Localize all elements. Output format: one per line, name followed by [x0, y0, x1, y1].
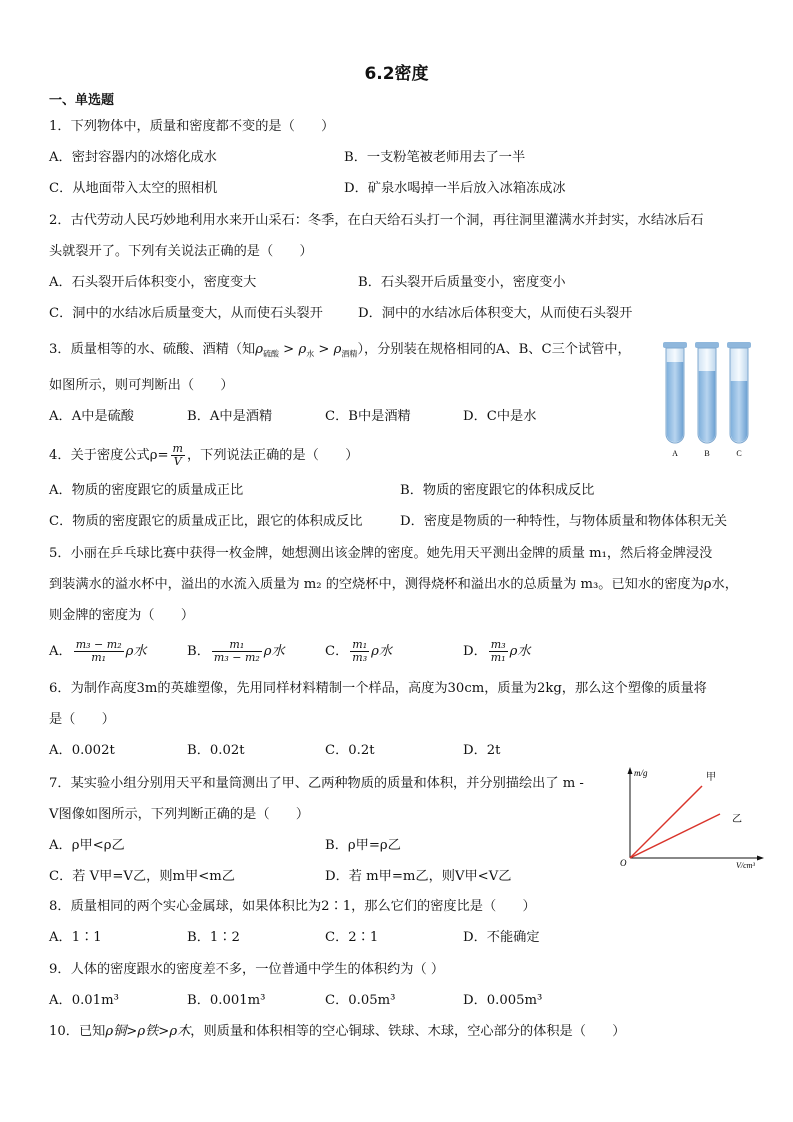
q5-d-fraction	[489, 639, 508, 664]
q7-option-d: D．若 m甲=m乙，则V甲<V乙	[325, 869, 512, 884]
density-formula-fraction	[171, 443, 185, 468]
q9-stem: 9．人体的密度跟水的密度差不多，一位普通中学生的体积约为（ ）	[49, 962, 445, 977]
fraction-numerator: m₁	[212, 639, 262, 652]
q2-option-d: D．洞中的水结冰后体积变大，从而使石头裂开	[358, 306, 633, 321]
q10-stem	[49, 1023, 625, 1041]
q6-stem-line1: 6．为制作高度3m的英雄塑像，先用同样材料精制一个样品，高度为30cm，质量为2kg，那么这个塑像的质量将	[49, 681, 707, 696]
section-heading: 一、单选题	[49, 93, 115, 108]
q7-stem-line1: 7．某实验小组分别用天平和量筒测出了甲、乙两种物质的质量和体积，并分别描绘出了 m -	[49, 776, 584, 791]
q8-option-b: B．1∶2	[187, 930, 240, 945]
gt-sign: >	[318, 342, 330, 357]
q4-option-c: C．物质的密度跟它的质量成正比，跟它的体积成反比	[49, 514, 363, 529]
q8-stem: 8．质量相同的两个实心金属球，如果体积比为2∶1，那么它们的密度比是（ ）	[49, 899, 536, 914]
tube-label-b: B	[704, 449, 710, 458]
q4-stem	[49, 443, 358, 467]
tube-label-c: C	[736, 449, 742, 458]
fraction-numerator: m₃ − m₂	[75, 638, 122, 651]
q1-option-b: B．一支粉笔被老师用去了一半	[344, 150, 526, 165]
fraction-denominator: V	[173, 455, 182, 468]
page-title: 6.2密度	[364, 64, 429, 84]
q1-option-d: D．矿泉水喝掉一半后放入冰箱冻成冰	[344, 181, 566, 196]
q6-option-b: B．0.02t	[187, 743, 245, 758]
q9-option-c: C．0.05m³	[325, 993, 396, 1008]
q2-stem-line2: 头就裂开了。下列有关说法正确的是（ ）	[49, 244, 313, 259]
option-label: C．	[325, 644, 349, 659]
fraction-denominator: m₃ − m₂	[213, 651, 260, 664]
q5-c-fraction	[350, 639, 369, 664]
q10-stem-text: 10．已知	[49, 1024, 106, 1039]
y-axis-label: m/g	[634, 768, 648, 778]
fraction-denominator: m₁	[490, 651, 506, 664]
q5-option-a	[49, 634, 147, 670]
x-axis-arrow-icon	[757, 856, 764, 861]
q8-option-d: D．不能确定	[463, 930, 540, 945]
q5-option-b	[187, 634, 285, 670]
q1-option-c: C．从地面带入太空的照相机	[49, 181, 218, 196]
fraction-denominator: m₁	[91, 651, 107, 664]
q5-option-d	[463, 634, 531, 670]
origin-label: O	[620, 858, 627, 868]
q3-stem-line1	[49, 341, 631, 364]
q2-option-c: C．洞中的水结冰后质量变大，从而使石头裂开	[49, 306, 323, 321]
rho-symbol: ρ	[333, 342, 342, 357]
y-axis-arrow-icon	[628, 767, 633, 774]
line-yi-label: 乙	[732, 814, 742, 825]
m-v-graph	[618, 762, 770, 870]
q6-option-c: C．0.2t	[325, 743, 375, 758]
q4-option-d: D．密度是物质的一种特性，与物体质量和物体体积无关	[400, 514, 728, 529]
q5-stem-line1: 5．小丽在乒乓球比赛中获得一枚金牌，她想测出该金牌的密度。她先用天平测出金牌的质量 m₁，然后将金牌浸没	[49, 546, 713, 561]
fraction-numerator: m₁	[352, 638, 368, 651]
q4-stem-text-end: ，下列说法正确的是（ ）	[186, 448, 359, 463]
fraction-numerator: m₃	[490, 638, 506, 651]
rho-water: ρ水	[509, 644, 531, 659]
q5-a-fraction	[74, 639, 124, 664]
q3-option-c: C．B中是酒精	[325, 409, 411, 424]
rho-symbol: ρ	[298, 342, 307, 357]
rho-sub-sulfuric: 硫酸	[262, 349, 279, 359]
q4-stem-text: 4．关于密度公式ρ=	[49, 448, 169, 463]
q3-option-b: B．A中是酒精	[187, 409, 273, 424]
q2-stem-line1: 2．古代劳动人民巧妙地利用水来开山采石：冬季，在白天给石头打一个洞，再往洞里灌满水并封实，水结冰后石	[49, 213, 704, 228]
q3-stem-text: 3．质量相等的水、硫酸、酒精（知	[49, 342, 256, 357]
q9-option-a: A．0.01m³	[49, 993, 119, 1008]
test-tube-c	[727, 342, 751, 443]
rho-water: ρ水	[371, 644, 393, 659]
q3-option-a: A．A中是硫酸	[49, 409, 134, 424]
q7-option-c: C．若 V甲=V乙，则m甲<m乙	[49, 869, 235, 884]
option-label: B．	[187, 644, 210, 659]
q7-option-b: B．ρ甲=ρ乙	[325, 838, 401, 853]
q1-option-a: A．密封容器内的冰熔化成水	[49, 150, 217, 165]
fraction-numerator: m	[172, 442, 183, 455]
q9-option-b: B．0.001m³	[187, 993, 266, 1008]
q9-option-d: D．0.005m³	[463, 993, 543, 1008]
q3-stem-text-end: ），分别装在规格相同的A、B、C三个试管中，	[357, 342, 631, 357]
q2-option-a: A．石头裂开后体积变小，密度变大	[49, 275, 257, 290]
q6-stem-line2: 是（ ）	[49, 712, 115, 727]
rho-sub-alcohol: 酒精	[341, 349, 358, 359]
q4-option-b: B．物质的密度跟它的体积成反比	[400, 483, 595, 498]
q6-option-a: A．0.002t	[49, 743, 115, 758]
density-relation: ρ铜>ρ铁>ρ木	[105, 1024, 191, 1039]
rho-symbol: ρ	[255, 342, 263, 357]
x-axis-label: V/cm³	[736, 861, 755, 870]
test-tube-b	[695, 342, 719, 443]
q1-stem: 1．下列物体中，质量和密度都不变的是（ ）	[49, 119, 335, 134]
q2-option-b: B．石头裂开后质量变小，密度变小	[358, 275, 566, 290]
rho-sub-water: 水	[306, 349, 315, 359]
q8-option-c: C．2∶1	[325, 930, 379, 945]
q5-stem-line2: 到装满水的溢水杯中，溢出的水流入质量为 m₂ 的空烧杯中，测得烧杯和溢出水的总质量为 m₃。已知水的密度为ρ水，	[49, 577, 738, 592]
q3-option-d: D．C中是水	[463, 409, 537, 424]
rho-water: ρ水	[125, 644, 147, 659]
q3-stem-line2: 如图所示，则可判断出（ ）	[49, 378, 234, 393]
line-jia-label: 甲	[706, 772, 716, 783]
q5-option-c	[325, 634, 392, 670]
tube-label-a: A	[672, 449, 678, 458]
test-tubes-figure	[658, 338, 758, 462]
gt-sign: >	[283, 342, 295, 357]
option-label: D．	[463, 644, 487, 659]
test-tube-a	[663, 342, 687, 443]
q5-stem-line3: 则金牌的密度为（ ）	[49, 608, 195, 623]
fraction-denominator: m₃	[352, 651, 368, 664]
q7-option-a: A．ρ甲<ρ乙	[49, 838, 125, 853]
q4-option-a: A．物质的密度跟它的质量成正比	[49, 483, 244, 498]
rho-water: ρ水	[263, 644, 285, 659]
q10-stem-text-end: ，则质量和体积相等的空心铜球、铁球、木球，空心部分的体积是（ ）	[190, 1024, 626, 1039]
q6-option-d: D．2t	[463, 743, 501, 758]
q7-stem-line2: V图像如图所示，下列判断正确的是（ ）	[49, 807, 310, 822]
q5-b-fraction	[212, 639, 262, 664]
line-yi	[630, 814, 720, 858]
line-jia	[630, 786, 702, 858]
option-label: A．	[49, 644, 72, 659]
q8-option-a: A．1∶1	[49, 930, 102, 945]
